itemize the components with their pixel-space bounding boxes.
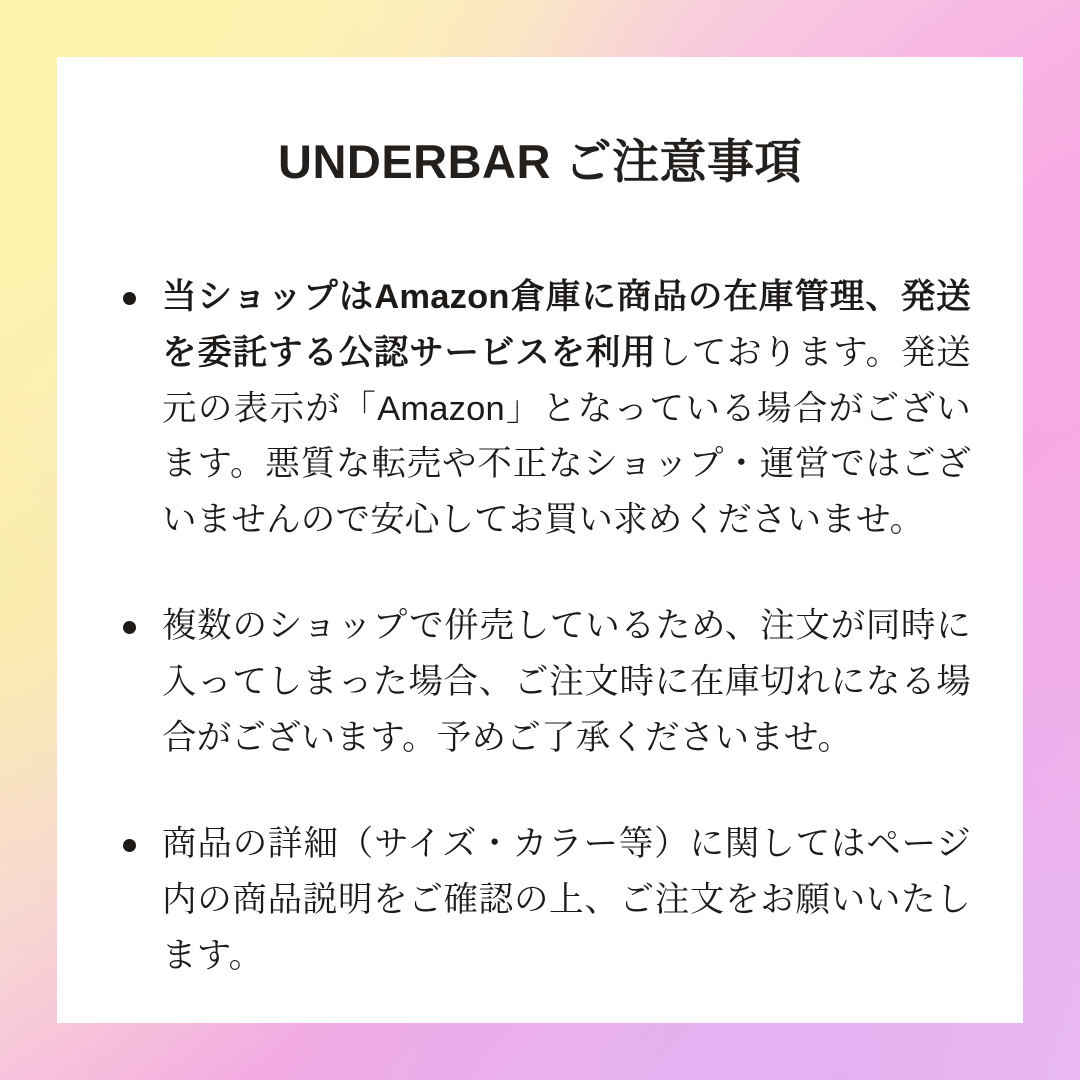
list-item: [109, 270, 971, 549]
page-title: UNDERBAR ご注意事項: [278, 135, 802, 188]
bullet-icon: [123, 292, 136, 305]
notice-card: [57, 57, 1023, 1023]
list-item: [109, 599, 971, 767]
note-bold-text: 当ショップはAmazon倉庫に商品の在庫管理、発送を委託する公認サービスを利用: [162, 277, 971, 372]
bullet-icon: [123, 839, 136, 852]
bullet-icon: [123, 621, 136, 634]
note-normal-text: 商品の詳細（サイズ・カラー等）に関してはページ内の商品説明をご確認の上、ご注文をお願いいたします。: [162, 824, 971, 975]
note-text: [162, 825, 971, 975]
list-item: [109, 817, 971, 985]
notes-list: [109, 270, 971, 985]
note-normal-text: 複数のショップで併売しているため、注文が同時に入ってしまった場合、ご注文時に在庫切れになる場合がございます。予めご了承くださいませ。: [162, 607, 971, 757]
note-normal-text: しております。発送元の表示が「Amazon」となっている場合がございます。悪質な転売や不正なショップ・運営ではございませんので安心してお買い求めくださいませ。: [162, 333, 971, 540]
note-text: [162, 607, 971, 757]
note-text: [162, 278, 971, 540]
